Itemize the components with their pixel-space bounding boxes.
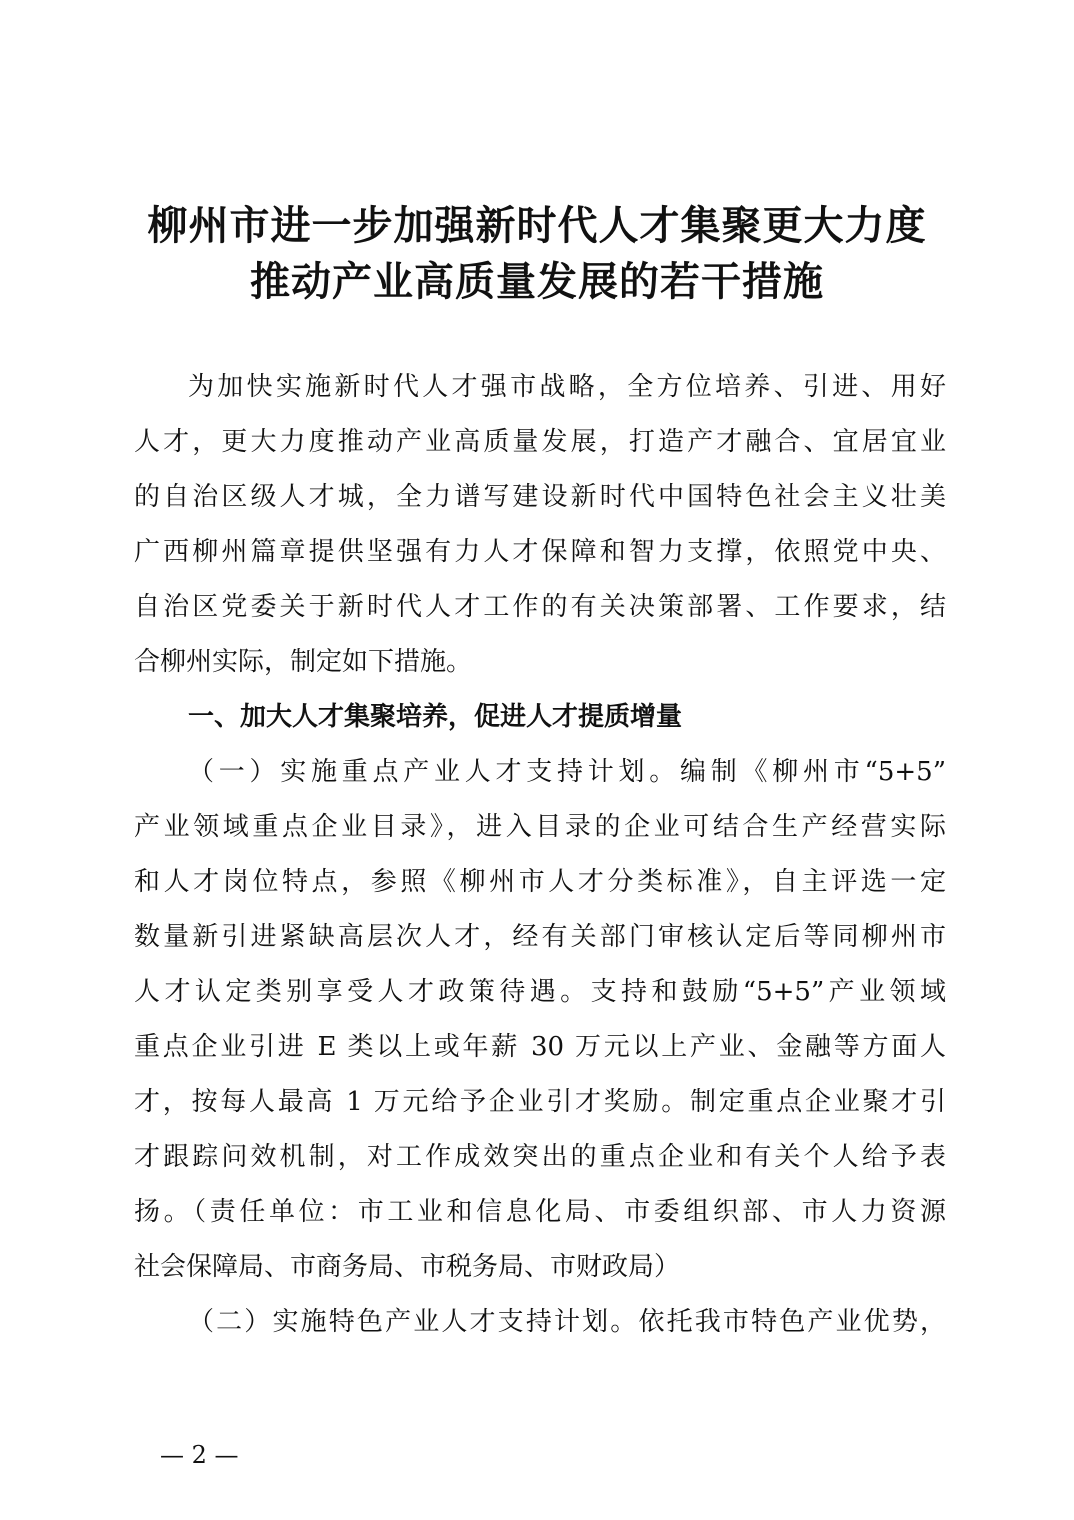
item-1-line-4: 数量新引进紧缺高层次人才，经有关部门审核认定后等同柳州市	[134, 922, 946, 952]
intro-line-2: 人才，更大力度推动产业高质量发展，打造产才融合、宜居宜业	[134, 427, 946, 457]
item-1-line-8: 才跟踪问效机制，对工作成效突出的重点企业和有关个人给予表	[134, 1142, 946, 1172]
item-1-line-5: 人才认定类别享受人才政策待遇。支持和鼓励“5+5”产业领域	[134, 977, 946, 1007]
item-1-line-10: 社会保障局、市商务局、市税务局、市财政局）	[134, 1252, 681, 1282]
item-1-line-1: （一）实施重点产业人才支持计划。编制《柳州市“5+5”	[188, 757, 946, 787]
item-1-line-2: 产业领域重点企业目录》，进入目录的企业可结合生产经营实际	[134, 812, 946, 842]
item-2-line-1: （二）实施特色产业人才支持计划。依托我市特色产业优势，	[188, 1307, 946, 1337]
intro-line-6: 合柳州实际，制定如下措施。	[134, 647, 473, 677]
item-1-line-6: 重点企业引进 E 类以上或年薪 30 万元以上产业、金融等方面人	[134, 1032, 946, 1062]
intro-line-1: 为加快实施新时代人才强市战略，全方位培养、引进、用好	[188, 372, 946, 402]
page-number: — 2 —	[160, 1441, 239, 1469]
section-heading-1: 一、加大人才集聚培养，促进人才提质增量	[188, 702, 683, 732]
intro-line-4: 广西柳州篇章提供坚强有力人才保障和智力支撑，依照党中央、	[134, 537, 946, 567]
intro-line-5: 自治区党委关于新时代人才工作的有关决策部署、工作要求，结	[134, 592, 946, 622]
document-title-line-1: 柳州市进一步加强新时代人才集聚更大力度	[147, 203, 927, 249]
item-1-line-7: 才，按每人最高 1 万元给予企业引才奖励。制定重点企业聚才引	[134, 1087, 946, 1117]
item-1-line-9: 扬。（责任单位：市工业和信息化局、市委组织部、市人力资源	[134, 1197, 946, 1227]
item-1-line-3: 和人才岗位特点，参照《柳州市人才分类标准》，自主评选一定	[134, 867, 946, 897]
document-title-line-2: 推动产业高质量发展的若干措施	[250, 259, 824, 305]
intro-line-3: 的自治区级人才城，全力谱写建设新时代中国特色社会主义壮美	[134, 482, 946, 512]
